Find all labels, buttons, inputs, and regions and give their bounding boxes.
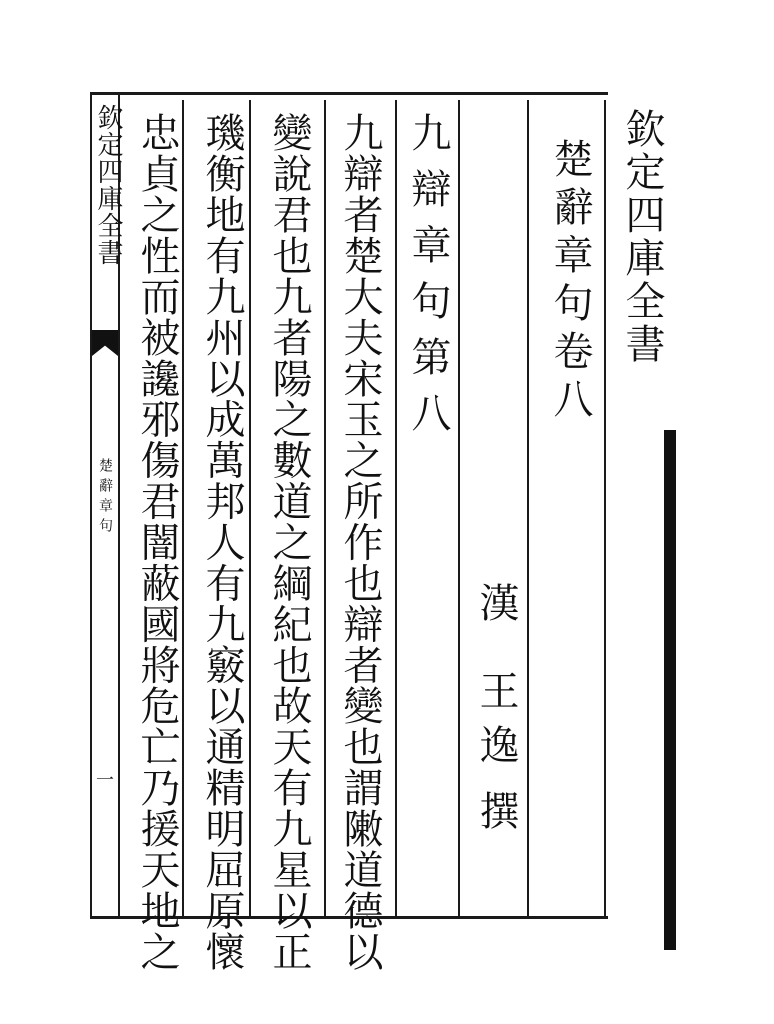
- column-rule: [182, 100, 184, 916]
- column-rule: [324, 100, 326, 916]
- column-rule: [395, 100, 397, 916]
- margin-subtitle: 楚辭章句: [97, 458, 113, 538]
- page-number: 一: [93, 770, 114, 794]
- author-name: 王逸: [473, 670, 519, 778]
- chapter-title: 九辯章句第八: [405, 112, 451, 448]
- column-rule: [527, 100, 529, 916]
- header-title: 欽定四庫全書: [619, 108, 665, 366]
- body-line-2: 變說君也九者陽之數道之綱紀也故天有九星以正: [266, 112, 312, 972]
- volume-title: 楚辭章句卷八: [547, 138, 593, 426]
- author-dynasty: 漢: [473, 582, 519, 623]
- margin-book-title: 欽定四庫全書: [93, 104, 123, 266]
- column-rule: [249, 100, 251, 916]
- body-line-1: 九辯者楚大夫宋玉之所作也辯者變也謂敶道德以: [337, 112, 383, 972]
- top-border: [90, 92, 608, 95]
- column-rule: [604, 100, 606, 916]
- body-line-3: 璣衡地有九州以成萬邦人有九竅以通精明屈原懷: [199, 112, 245, 972]
- fish-tail-mark: [92, 330, 118, 356]
- author-action: 撰: [473, 790, 519, 831]
- body-line-4: 忠貞之性而被讒邪傷君闇蔽國將危亡乃援天地之: [134, 112, 180, 972]
- page-edge-shadow: [664, 430, 676, 950]
- column-rule: [458, 100, 460, 916]
